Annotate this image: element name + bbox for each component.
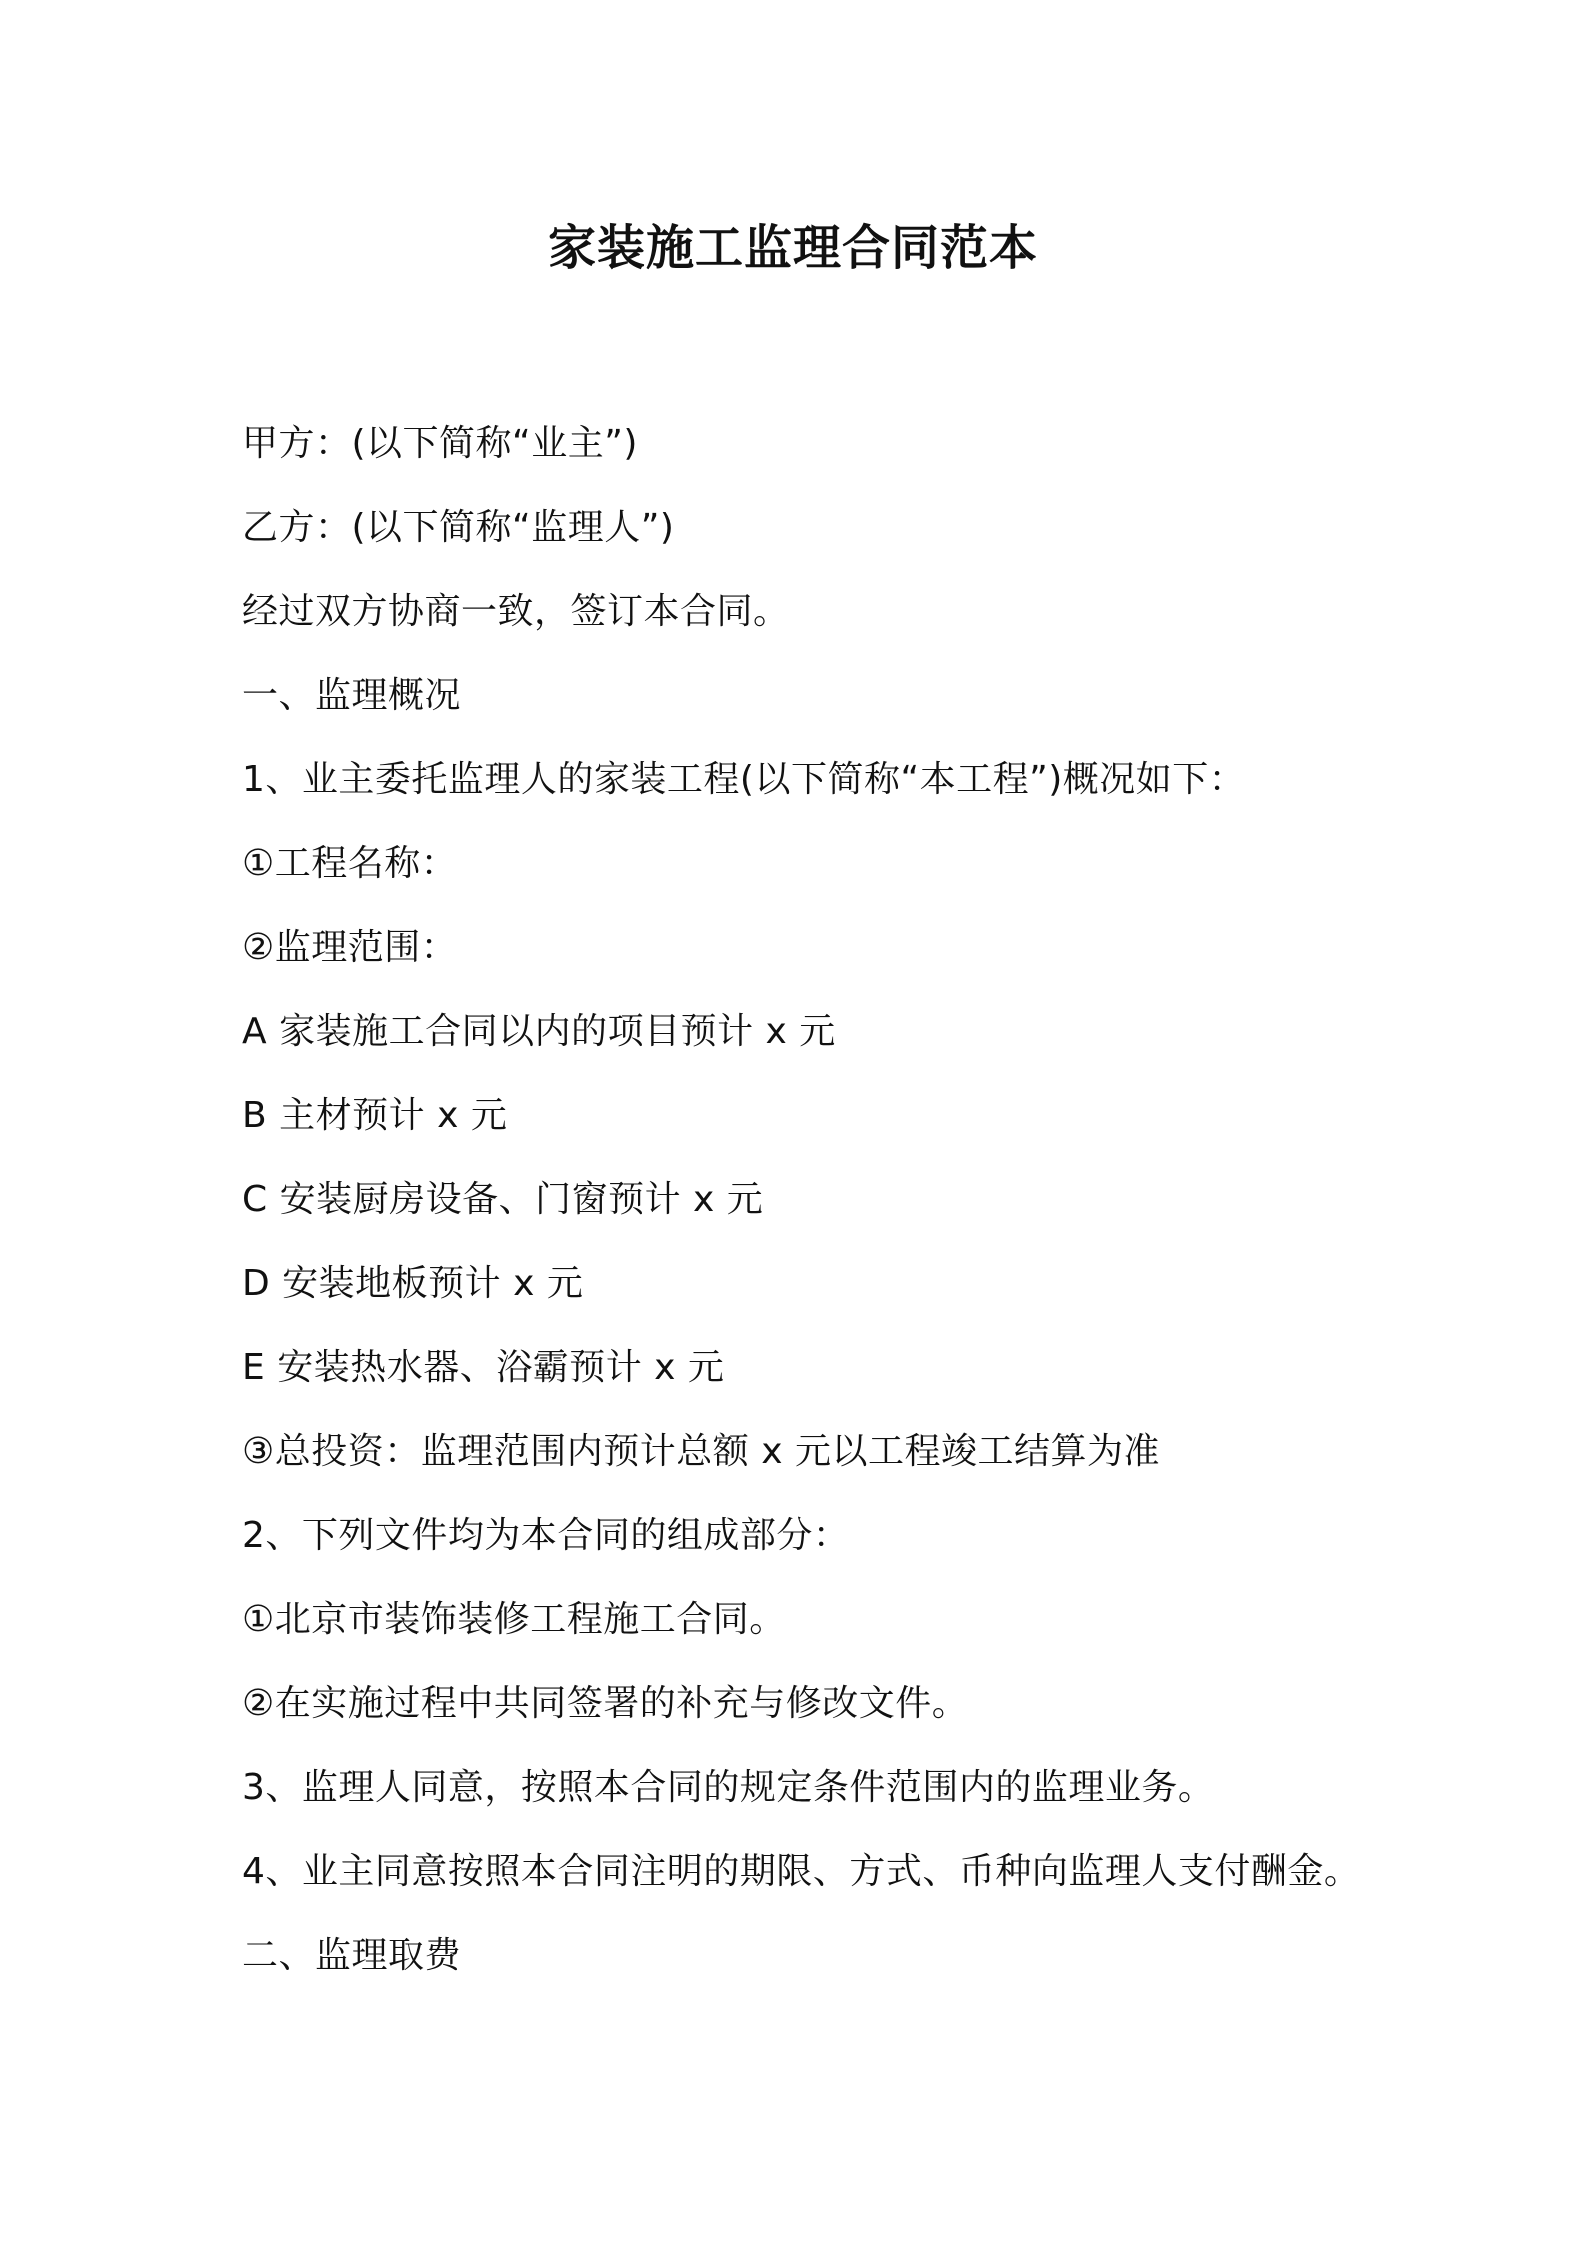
party-b-line: 乙方：(以下简称“监理人”) bbox=[242, 507, 675, 548]
clause-1: 1、业主委托监理人的家装工程(以下简称“本工程”)概况如下： bbox=[242, 759, 1246, 800]
document-body bbox=[242, 402, 1492, 1998]
scope-item-b: B 主材预计 x 元 bbox=[242, 1095, 508, 1136]
clause-2: 2、下列文件均为本合同的组成部分： bbox=[242, 1515, 850, 1556]
total-investment-line: ③总投资：监理范围内预计总额 x 元以工程竣工结算为准 bbox=[242, 1431, 1160, 1472]
section-heading-overview: 一、监理概况 bbox=[242, 675, 462, 716]
scope-item-a: A 家装施工合同以内的项目预计 x 元 bbox=[242, 1011, 836, 1052]
document-title: 家装施工监理合同范本 bbox=[547, 220, 1038, 276]
scope-item-c: C 安装厨房设备、门窗预计 x 元 bbox=[242, 1179, 764, 1220]
project-name-line: ①工程名称： bbox=[242, 843, 458, 884]
document-item-1: ①北京市装饰装修工程施工合同。 bbox=[242, 1599, 786, 1640]
clause-4: 4、业主同意按照本合同注明的期限、方式、币种向监理人支付酬金。 bbox=[242, 1851, 1361, 1892]
supervision-scope-line: ②监理范围： bbox=[242, 927, 458, 968]
clause-3: 3、监理人同意，按照本合同的规定条件范围内的监理业务。 bbox=[242, 1767, 1215, 1808]
agreement-line: 经过双方协商一致，签订本合同。 bbox=[242, 591, 790, 632]
party-a-line: 甲方：(以下简称“业主”) bbox=[242, 423, 638, 464]
section-heading-fees: 二、监理取费 bbox=[242, 1935, 462, 1976]
scope-item-d: D 安装地板预计 x 元 bbox=[242, 1263, 584, 1304]
scope-item-e: E 安装热水器、浴霸预计 x 元 bbox=[242, 1347, 725, 1388]
document-item-2: ②在实施过程中共同签署的补充与修改文件。 bbox=[242, 1683, 969, 1724]
